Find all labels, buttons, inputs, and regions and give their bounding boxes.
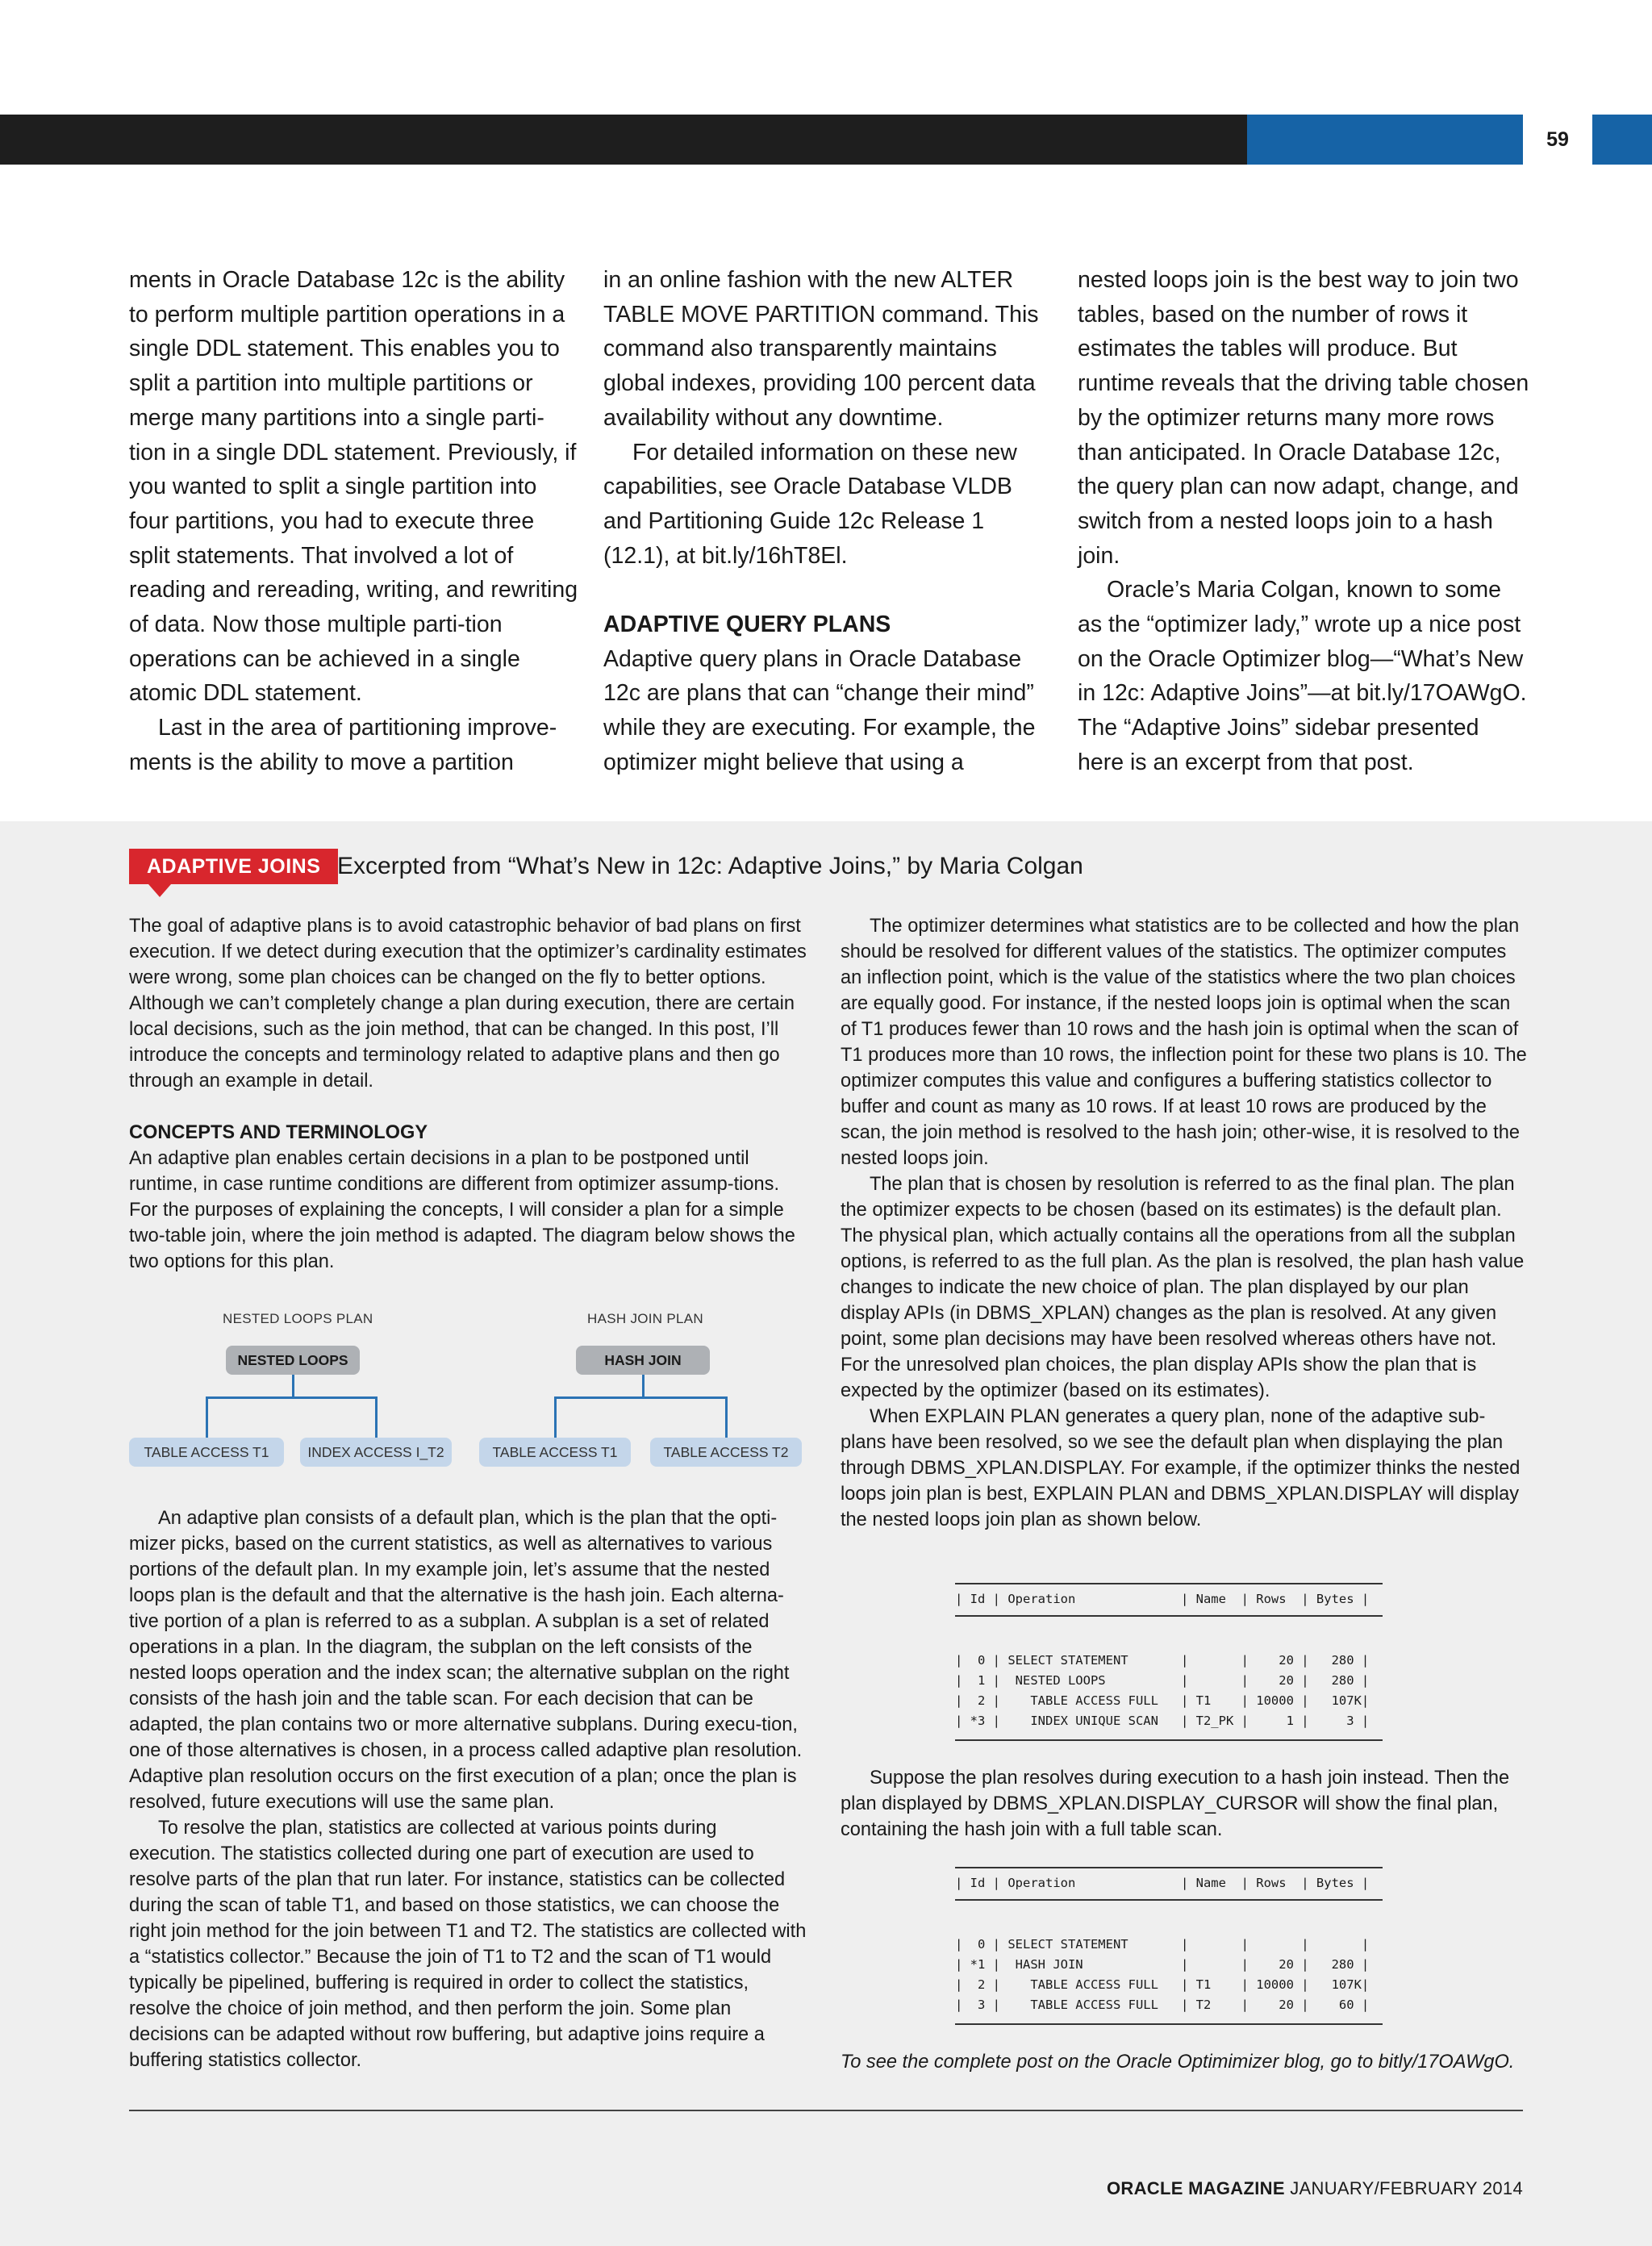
table-row: | 1 | NESTED LOOPS | | 20 | 280 | (955, 1673, 1370, 1688)
connector-line (292, 1375, 294, 1397)
footer-issue: JANUARY/FEBRUARY 2014 (1290, 2178, 1523, 2198)
connector-line (642, 1375, 645, 1397)
table-row: | *1 | HASH JOIN | | 20 | 280 | (955, 1957, 1370, 1972)
sidebar-tag-pointer (148, 884, 171, 897)
table-rule (955, 1583, 1383, 1584)
sidebar-paragraph: To resolve the plan, statistics are collected at various points during execution. The statistics collected during one part of execution are used to resolve parts of the plan that run later. For instance, statistics can be collected during the scan of table T1, and based on those statistics, we can choose the right join method for the join between T1 and T2. The statistics are collected with a “statistics collector.” Because the join of T1 to T2 and the scan of T1 would typically be pipelined, buffering is required in order to collect the statistics, resolve the choice of join method, and then perform the join. Some plan decisions can be adapted without row buffering, but adaptive joins require a buffering statistics collector. (129, 1818, 807, 2071)
sidebar-title: Excerpted from “What’s New in 12c: Adaptive Joins,” by Maria Colgan (337, 853, 1083, 879)
bottom-divider (129, 2110, 1523, 2111)
article-column-1 (129, 263, 581, 780)
connector-line (554, 1396, 557, 1438)
article-paragraph: Last in the area of partitioning improve-ments is the ability to move a partition (129, 715, 557, 775)
table-row: | *3 | INDEX UNIQUE SCAN | T2_PK | 1 | 3 | (955, 1714, 1370, 1728)
node-table-access-t1: TABLE ACCESS T1 (129, 1438, 284, 1467)
sidebar-left-column-top (129, 913, 807, 1275)
sidebar-left-column-bottom (129, 1505, 807, 2073)
table-row: | 3 | TABLE ACCESS FULL | T2 | 20 | 60 | (955, 1998, 1370, 2012)
table-rule (955, 1615, 1383, 1617)
sidebar-paragraph: An adaptive plan enables certain decisions in a plan to be postponed until runtime, in case runtime conditions are different from optimizer assump-tions. For the purposes of explaining the concepts, I will consider a plan for a simple two-table join, where the join method is adapted. The diagram below shows the two options for this plan. (129, 1148, 795, 1272)
sidebar-paragraph: The goal of adaptive plans is to avoid catastrophic behavior of bad plans on first execution. If we detect during execution that the optimizer’s cardinality estimates were wrong, some plan choices can be changed on the fly to better options. Although we can’t completely change a plan during execution, there are certain local decisions, such as the join method, that can be changed. In this post, I’ll introduce the concepts and terminology related to adaptive plans and then go through an example in detail. (129, 916, 807, 1092)
table-rule (955, 2023, 1383, 2025)
sidebar-right-column-bottom (841, 1765, 1528, 1843)
page-footer (1107, 2178, 1523, 2199)
table-header: | Id | Operation | Name | Rows | Bytes | (955, 1876, 1370, 1890)
connector-line (725, 1396, 728, 1438)
diagram-label-hash-join: HASH JOIN PLAN (587, 1311, 704, 1326)
connector-line (375, 1396, 378, 1438)
table-rule (955, 1899, 1383, 1901)
table-rule (955, 1739, 1383, 1741)
sidebar-closing-note (841, 2049, 1528, 2075)
connector-line (206, 1396, 378, 1399)
node-index-access-i-t2: INDEX ACCESS I_T2 (300, 1438, 452, 1467)
table-row: | 2 | TABLE ACCESS FULL | T1 | 10000 | 107K| (955, 1977, 1370, 1992)
node-nested-loops: NESTED LOOPS (226, 1346, 360, 1375)
table-header: | Id | Operation | Name | Rows | Bytes | (955, 1592, 1370, 1606)
header-bar-blue-edge (1592, 115, 1652, 165)
sidebar-paragraph: An adaptive plan consists of a default plan, which is the plan that the opti-mizer picks, based on the current statistics, as well as alternatives to various portions of the default plan. In my example join, let’s assume that the nested loops plan is the default and that the alternative is the hash join. Each alterna-tive portion of a plan is referred to as a subplan. A subplan is a set of related operations in a plan. In the diagram, the subplan on the left consists of the nested loops operation and the index scan; the alternative subplan on the right consists of the hash join and the table scan. For each decision that can be adapted, the plan contains two or more alternative subplans. During execu-tion, one of those alternatives is chosen, in a process called adaptive plan resolution. Adaptive plan resolution occurs on the first execution of a plan; once the plan is resolved, future executions will use the same plan. (129, 1508, 803, 1813)
article-paragraph: nested loops join is the best way to join two tables, based on the number of rows it estimates the tables will produce. But runtime reveals that the driving table chosen by the optimizer returns many more rows than anticipated. In Oracle Database 12c, the query plan can now adapt, change, and switch from a nested loops join to a hash join. (1078, 267, 1529, 569)
table-row: | 0 | SELECT STATEMENT | | | | (955, 1937, 1370, 1952)
table-rule (955, 1867, 1383, 1868)
node-hash-join: HASH JOIN (576, 1346, 710, 1375)
section-heading: ADAPTIVE QUERY PLANS (603, 612, 891, 638)
sidebar-paragraph: Suppose the plan resolves during execution to a hash join instead. Then the plan displayed by DBMS_XPLAN.DISPLAY_CURSOR will show the final plan, containing the hash join with a full table scan. (841, 1768, 1510, 1840)
sidebar-tag: ADAPTIVE JOINS (129, 849, 338, 884)
article-paragraph: in an online fashion with the new ALTER TABLE MOVE PARTITION command. This command also transparently maintains global indexes, providing 100 percent data availability without any downtime. (603, 267, 1039, 431)
diagram-label-nested-loops: NESTED LOOPS PLAN (223, 1311, 373, 1326)
header-bar-blue (1247, 115, 1523, 165)
sidebar-paragraph: When EXPLAIN PLAN generates a query plan, none of the adaptive sub-plans have been resolved, so we see the default plan when displaying the plan through DBMS_XPLAN.DISPLAY. For example, if the optimizer thinks the nested loops join plan is best, EXPLAIN PLAN and DBMS_XPLAN.DISPLAY will display the nested loops join plan as shown below. (841, 1406, 1521, 1530)
connector-line (554, 1396, 728, 1399)
sidebar-right-column (841, 913, 1528, 1533)
table-row: | 0 | SELECT STATEMENT | | 20 | 280 | (955, 1653, 1370, 1668)
sidebar-paragraph: The plan that is chosen by resolution is referred to as the final plan. The plan the optimizer expects to be chosen (based on its estimates) is the default plan. The physical plan, which actually contains all the operations from all the subplan options, is referred to as the full plan. As the plan is resolved, the plan hash value changes to indicate the new choice of plan. The plan displayed by our plan display APIs (in DBMS_XPLAN) changes as the plan is resolved. At any given point, some plan decisions may have been resolved whereas others have not. For the unresolved plan choices, the plan display APIs show the plan that is expected by the optimizer (based on its estimates). (841, 1174, 1525, 1401)
node-table-access-t1: TABLE ACCESS T1 (479, 1438, 631, 1467)
article-paragraph: Oracle’s Maria Colgan, known to some as the “optimizer lady,” wrote up a nice post on the Oracle Optimizer blog—“What’s New in 12c: Adaptive Joins”—at bit.ly/17OAWgO. The “Adaptive Joins” sidebar presented here is an excerpt from that post. (1078, 577, 1527, 775)
sidebar-paragraph: The optimizer determines what statistics are to be collected and how the plan should be resolved for different values of the statistics. The optimizer computes an inflection point, which is the value of the statistics where the two plan choices are equally good. For instance, if the nested loops join is optimal when the scan of T1 produces fewer than 10 rows and the hash join is optimal when the scan of T1 produces more than 10 rows, the inflection point for these two plans is 10. The optimizer computes this value and configures a buffering statistics collector to buffer and count as many as 10 rows. If at least 10 rows are produced by the scan, the join method is resolved to the hash join; other-wise, it is resolved to the nested loops join. (841, 916, 1527, 1169)
table-row: | 2 | TABLE ACCESS FULL | T1 | 10000 | 107K| (955, 1693, 1370, 1708)
closing-link-text: To see the complete post on the Oracle Optimimizer blog, go to bitly/17OAWgO. (841, 2052, 1515, 2073)
header-bar-dark (0, 115, 1247, 165)
article-column-3 (1078, 263, 1529, 780)
node-table-access-t2: TABLE ACCESS T2 (650, 1438, 802, 1467)
article-paragraph: For detailed information on these new capabilities, see Oracle Database VLDB and Partitioning Guide 12c Release 1 (12.1), at bit.ly/16hT8El. (603, 439, 1017, 569)
article-paragraph: Adaptive query plans in Oracle Database 12c are plans that can “change their mind” while they are executing. For example, the optimizer might believe that using a (603, 645, 1036, 775)
connector-line (206, 1396, 208, 1438)
article-paragraph: ments in Oracle Database 12c is the ability to perform multiple partition operations in a single DDL statement. This enables you to split a partition into multiple partitions or merge many partitions into a single parti-tion in a single DDL statement. Previously, if you wanted to split a single partition into four partitions, you had to execute three split statements. That involved a lot of reading and rereading, writing, and rewriting of data. Now those multiple parti-tion operations can be achieved in a single atomic DDL statement. (129, 267, 578, 707)
sidebar-heading: CONCEPTS AND TERMINOLOGY (129, 1122, 428, 1143)
footer-magazine: ORACLE MAGAZINE (1106, 2178, 1285, 2198)
page-number: 59 (1546, 128, 1569, 151)
article-column-2 (603, 263, 1055, 780)
